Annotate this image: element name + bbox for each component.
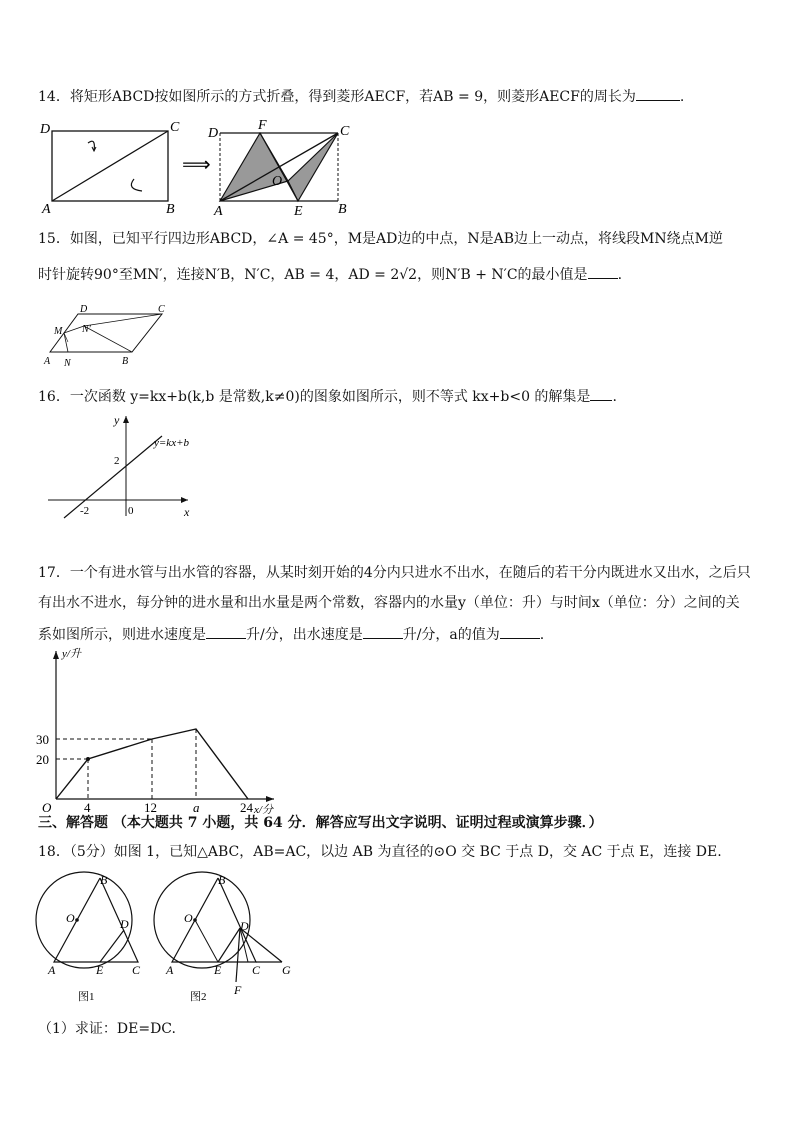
q18f1-label-A: A bbox=[48, 963, 56, 977]
q18f2-caption: 图2 bbox=[190, 991, 207, 1003]
q18f1-label-O: O bbox=[66, 911, 75, 925]
q15-label-D: D bbox=[80, 304, 88, 315]
q18-question: 18．（5分）如图 1，已知△ABC，AB=AC，以边 AB 为直径的⊙O 交 BC 于点 D，交 AC 于点 E，连接 DE. bbox=[38, 844, 722, 860]
q18f2-label-F: F bbox=[234, 983, 242, 997]
q17-axes bbox=[53, 651, 274, 802]
q17-origin-label: O bbox=[42, 800, 52, 815]
q17-blank-a[interactable] bbox=[500, 624, 540, 639]
q17-tick-xa: a bbox=[193, 800, 200, 815]
q17-text-line1 bbox=[38, 564, 751, 582]
q18f2-label-G: G bbox=[282, 963, 291, 977]
q15-label-Nprime: N′ bbox=[82, 324, 91, 335]
q17-point bbox=[86, 757, 90, 761]
q18f2-label-B: B bbox=[218, 873, 226, 887]
q17-question-2: 有出水不进水，每分钟的进水量和出水量是两个常数，容器内的水量y（单位：升）与时间x（单位：分）之间的关 bbox=[38, 595, 740, 611]
q15-answer-blank[interactable] bbox=[588, 264, 618, 279]
q16-tick-2: 2 bbox=[114, 455, 120, 467]
q16-function-label: y=kx+b bbox=[154, 437, 189, 449]
q17-question-3c: 升/分，a的值为 bbox=[402, 627, 500, 643]
q17-axis-xlabel: x/分 bbox=[254, 804, 273, 816]
q17-blank-outflow[interactable] bbox=[363, 624, 403, 639]
q17-tick-y30: 30 bbox=[36, 732, 49, 747]
q14-label-C2: C bbox=[340, 124, 350, 139]
q16-tick-neg2: -2 bbox=[80, 505, 90, 517]
q15-question-1: 15．如图，已知平行四边形ABCD，∠A = 45°，M是AD边的中点，N是AB边上一动点，将线段MN绕点M逆 bbox=[38, 231, 723, 247]
q16-figure bbox=[44, 412, 204, 522]
q18f2-label-D: D bbox=[240, 919, 249, 933]
q14-label-C: C bbox=[170, 120, 180, 135]
q16-axis-x: x bbox=[184, 505, 190, 519]
q14-figure bbox=[30, 115, 350, 220]
q14-arrow-icon: ⟹ bbox=[182, 154, 211, 176]
q18-sub1-text: （1）求证：DE=DC. bbox=[38, 1021, 176, 1037]
q14-label-B: B bbox=[166, 202, 175, 217]
q16-answer-blank[interactable] bbox=[590, 386, 612, 401]
q18f1-caption: 图1 bbox=[78, 991, 95, 1003]
q18-figure-2 bbox=[152, 870, 302, 1010]
q14-text: 14．将矩形ABCD按如图所示的方式折叠，得到菱形AECF，若AB = 9，则菱形AECF的周长为 . bbox=[38, 86, 684, 106]
q17-question-3b: 升/分，出水速度是 bbox=[246, 627, 363, 643]
q17-text-line3: 系如图所示，则进水速度是 升/分，出水速度是 升/分，a的值为 . bbox=[38, 624, 544, 644]
q14-label-F: F bbox=[258, 118, 267, 133]
q17-chart bbox=[30, 645, 290, 815]
q14-question: 14．将矩形ABCD按如图所示的方式折叠，得到菱形AECF，若AB = 9，则菱形AECF的周长为 bbox=[38, 89, 636, 105]
q17-tick-y20: 20 bbox=[36, 752, 49, 767]
q17-tick-x4: 4 bbox=[84, 800, 91, 815]
q14-label-A2: A bbox=[214, 204, 223, 219]
q15-text-line1 bbox=[38, 230, 723, 248]
q15-label-N: N bbox=[64, 358, 71, 369]
q14-label-D2: D bbox=[208, 126, 219, 141]
q15-text-line2: 时针旋转90°至MN′，连接N′B，N′C，AB = 4，AD = 2√2，则N′B + N′C的最小值是 . bbox=[38, 264, 622, 284]
q16-tick-0: 0 bbox=[128, 505, 134, 517]
q18-sub1 bbox=[38, 1020, 176, 1038]
q17-question-1: 17．一个有进水管与出水管的容器，从某时刻开始的4分内只进水不出水，在随后的若干分内既进水又出水，之后只 bbox=[38, 565, 751, 581]
q15-label-A: A bbox=[44, 356, 51, 367]
q18f1-label-E: E bbox=[96, 963, 104, 977]
q17-tick-x12: 12 bbox=[144, 800, 157, 815]
q17-blank-inflow[interactable] bbox=[206, 624, 246, 639]
section-3-text: 三、解答题 （本大题共 7 小题，共 64 分．解答应写出文字说明、证明过程或演算步骤．） bbox=[38, 815, 603, 831]
q14-label-O: O bbox=[272, 174, 283, 189]
q18-figure-1 bbox=[34, 870, 154, 1010]
q14-label-A: A bbox=[42, 202, 51, 217]
q18f2-label-A: A bbox=[166, 963, 174, 977]
q15-label-M: M bbox=[54, 326, 63, 337]
q17-guides bbox=[56, 729, 196, 799]
q15-label-B: B bbox=[122, 356, 129, 367]
q17-question-3a: 系如图所示，则进水速度是 bbox=[38, 627, 206, 643]
q15-figure bbox=[40, 302, 180, 372]
q14-label-E: E bbox=[294, 204, 303, 219]
q14-label-D: D bbox=[40, 122, 51, 137]
q15-label-C: C bbox=[158, 304, 165, 315]
q16-text: 16．一次函数 y=kx+b(k,b 是常数,k≠0)的图象如图所示，则不等式 kx+b<0 的解集是 . bbox=[38, 386, 617, 406]
q18f1-label-C: C bbox=[132, 963, 141, 977]
q18f1-label-B: B bbox=[100, 873, 108, 887]
q15-question-2: 时针旋转90°至MN′，连接N′B，N′C，AB = 4，AD = 2√2，则N′B + N′C的最小值是 bbox=[38, 267, 588, 283]
q16-axis-y: y bbox=[114, 413, 120, 427]
q18f2-label-O: O bbox=[184, 911, 193, 925]
section-3-heading bbox=[38, 814, 603, 832]
q16-question: 16．一次函数 y=kx+b(k,b 是常数,k≠0)的图象如图所示，则不等式 kx+b<0 的解集是 bbox=[38, 389, 591, 405]
q14-answer-blank[interactable] bbox=[636, 86, 680, 101]
q17-axis-ylabel: y/升 bbox=[62, 648, 81, 660]
q17-tick-x24: 24 bbox=[240, 800, 253, 815]
q17-text-line2 bbox=[38, 594, 740, 612]
q18f2-label-C: C bbox=[252, 963, 261, 977]
q18f2-label-E: E bbox=[214, 963, 222, 977]
q18f1-label-D: D bbox=[120, 917, 129, 931]
q14-label-B2: B bbox=[338, 202, 347, 217]
q18-text bbox=[38, 843, 722, 861]
